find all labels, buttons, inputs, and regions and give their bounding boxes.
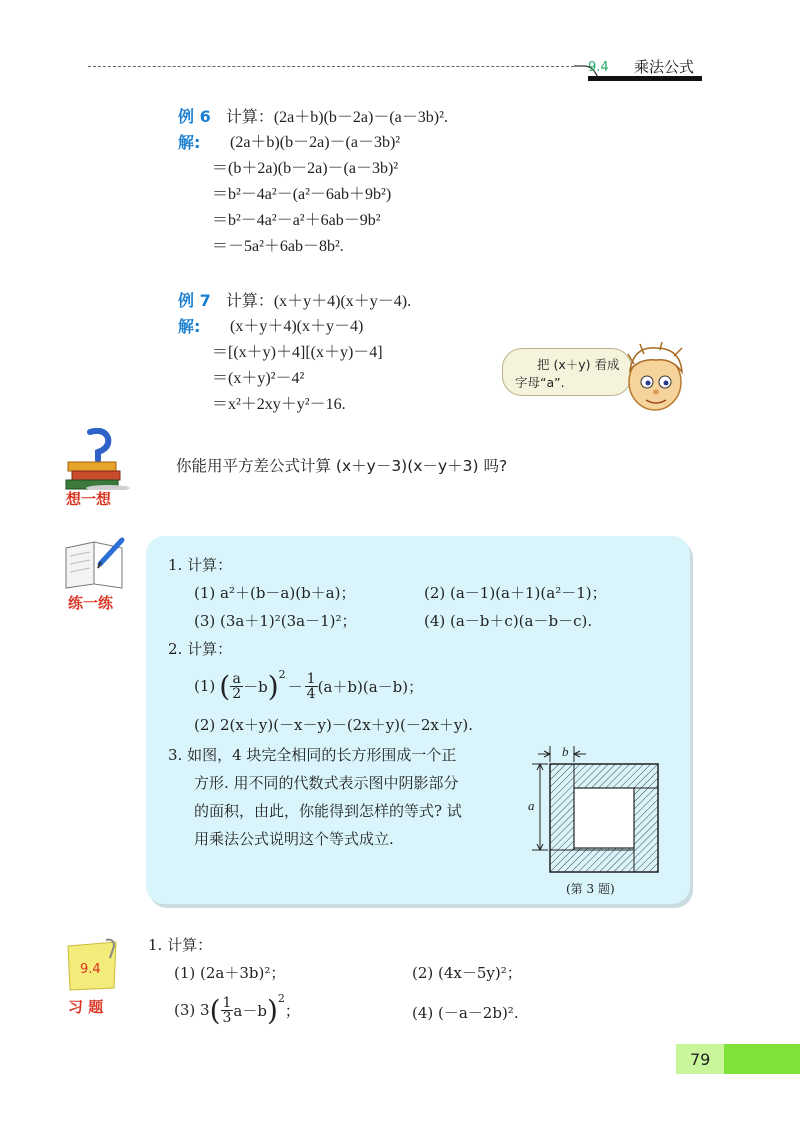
example7-prompt: 计算：(x＋y＋4)(x＋y－4). bbox=[225, 293, 412, 310]
practice-q2-title: 2. 计算： bbox=[168, 640, 233, 658]
practice-q3-line-1: 3. 如图，4 块完全相同的长方形围成一个正 bbox=[168, 746, 457, 764]
practice-q3-line-4: 用乘法公式说明这个等式成立. bbox=[194, 830, 394, 848]
practice-q3-line-3: 的面积，由此，你能得到怎样的等式? 试 bbox=[194, 802, 462, 820]
practice-q1-title: 1. 计算： bbox=[168, 556, 233, 574]
example7-step-2: ＝(x＋y)²－4² bbox=[212, 370, 305, 387]
practice-q1-item-4: (4) (a－b＋c)(a－b－c). bbox=[424, 612, 593, 630]
example6-solution-label: 解: bbox=[178, 133, 201, 152]
figure-caption: (第 3 题) bbox=[566, 882, 615, 896]
example6-prompt: 计算：(2a＋b)(b－2a)－(a－3b)². bbox=[225, 109, 448, 126]
example6-step-3: ＝b²－4a²－a²＋6ab－9b² bbox=[212, 212, 381, 229]
example6-step-4: ＝－5a²＋6ab－8b². bbox=[212, 238, 344, 255]
exercise-q1-title: 1. 计算： bbox=[148, 936, 213, 954]
hint-line-1: 把 (x＋y) 看成 bbox=[537, 357, 620, 372]
practice-q2-item-1: (1) ( $\frac{a}{2}$ －b ) $^2$ － $\frac{1}{4}$ (a＋b)(a－b)； bbox=[194, 668, 424, 703]
think-label: 想一想 bbox=[66, 490, 112, 508]
figure-label-b: b bbox=[562, 744, 569, 759]
cartoon-character-icon bbox=[620, 340, 690, 412]
figure-label-a: a bbox=[528, 798, 535, 813]
page-number: 79 bbox=[690, 1050, 711, 1069]
q2-item1-fraction-2: $\frac{1}{4}$ bbox=[306, 670, 316, 702]
example6-step-0: (2a＋b)(b－2a)－(a－3b)² bbox=[230, 134, 401, 151]
example7-step-3: ＝x²＋2xy＋y²－16. bbox=[212, 396, 346, 413]
hint-line-2: 字母“a”. bbox=[515, 375, 565, 390]
practice-q2-item-2: (2) 2(x＋y)(－x－y)－(2x＋y)(－2x＋y). bbox=[194, 716, 473, 734]
section-number: 9.4 bbox=[588, 60, 609, 75]
example7-step-0: (x＋y＋4)(x＋y－4) bbox=[230, 318, 364, 335]
practice-q1-item-3: (3) (3a＋1)²(3a－1)²； bbox=[194, 612, 357, 630]
exercise-item3-fraction: $\frac{1}{3}$ bbox=[222, 994, 232, 1026]
q2-item1-fraction: $\frac{a}{2}$ bbox=[232, 670, 242, 702]
exercise-badge-label: 习 题 bbox=[68, 998, 104, 1016]
exercise-item-4: (4) (－a－2b)². bbox=[412, 1004, 519, 1022]
practice-q3-line-2: 方形. 用不同的代数式表示图中阴影部分 bbox=[194, 774, 459, 792]
square-figure bbox=[524, 742, 664, 878]
q2-item1-prefix: (1) bbox=[194, 677, 216, 695]
exercise-item-1: (1) (2a＋3b)²； bbox=[174, 964, 286, 982]
section-title: 乘法公式 bbox=[634, 58, 695, 76]
example7-header bbox=[178, 288, 411, 314]
example7-solution-label: 解: bbox=[178, 317, 201, 336]
exercise-item-3: (3) 3 ( $\frac{1}{3}$ a－b ) $^2$ ； bbox=[174, 992, 300, 1027]
example7-label: 例 7 bbox=[178, 291, 211, 310]
practice-q1-item-2: (2) (a－1)(a＋1)(a²－1)； bbox=[424, 584, 607, 602]
header-rule bbox=[88, 66, 574, 67]
example6-header bbox=[178, 104, 448, 130]
hint-bubble bbox=[502, 348, 632, 396]
exercise-item-2: (2) (4x－5y)²； bbox=[412, 964, 522, 982]
practice-q1-item-1: (1) a²＋(b－a)(b＋a)； bbox=[194, 584, 356, 602]
example6-label: 例 6 bbox=[178, 107, 211, 126]
example7-step-1: ＝[(x＋y)＋4][(x＋y)－4] bbox=[212, 344, 383, 361]
practice-book-icon bbox=[60, 534, 130, 590]
think-books-icon bbox=[60, 428, 132, 490]
practice-label: 练一练 bbox=[68, 594, 114, 612]
think-text: 你能用平方差公式计算 (x＋y－3)(x－y＋3) 吗? bbox=[176, 457, 508, 475]
exercise-badge-number: 9.4 bbox=[80, 962, 101, 977]
example6-step-2: ＝b²－4a²－(a²－6ab＋9b²) bbox=[212, 186, 392, 203]
example6-step-1: ＝(b＋2a)(b－2a)－(a－3b)² bbox=[212, 160, 399, 177]
